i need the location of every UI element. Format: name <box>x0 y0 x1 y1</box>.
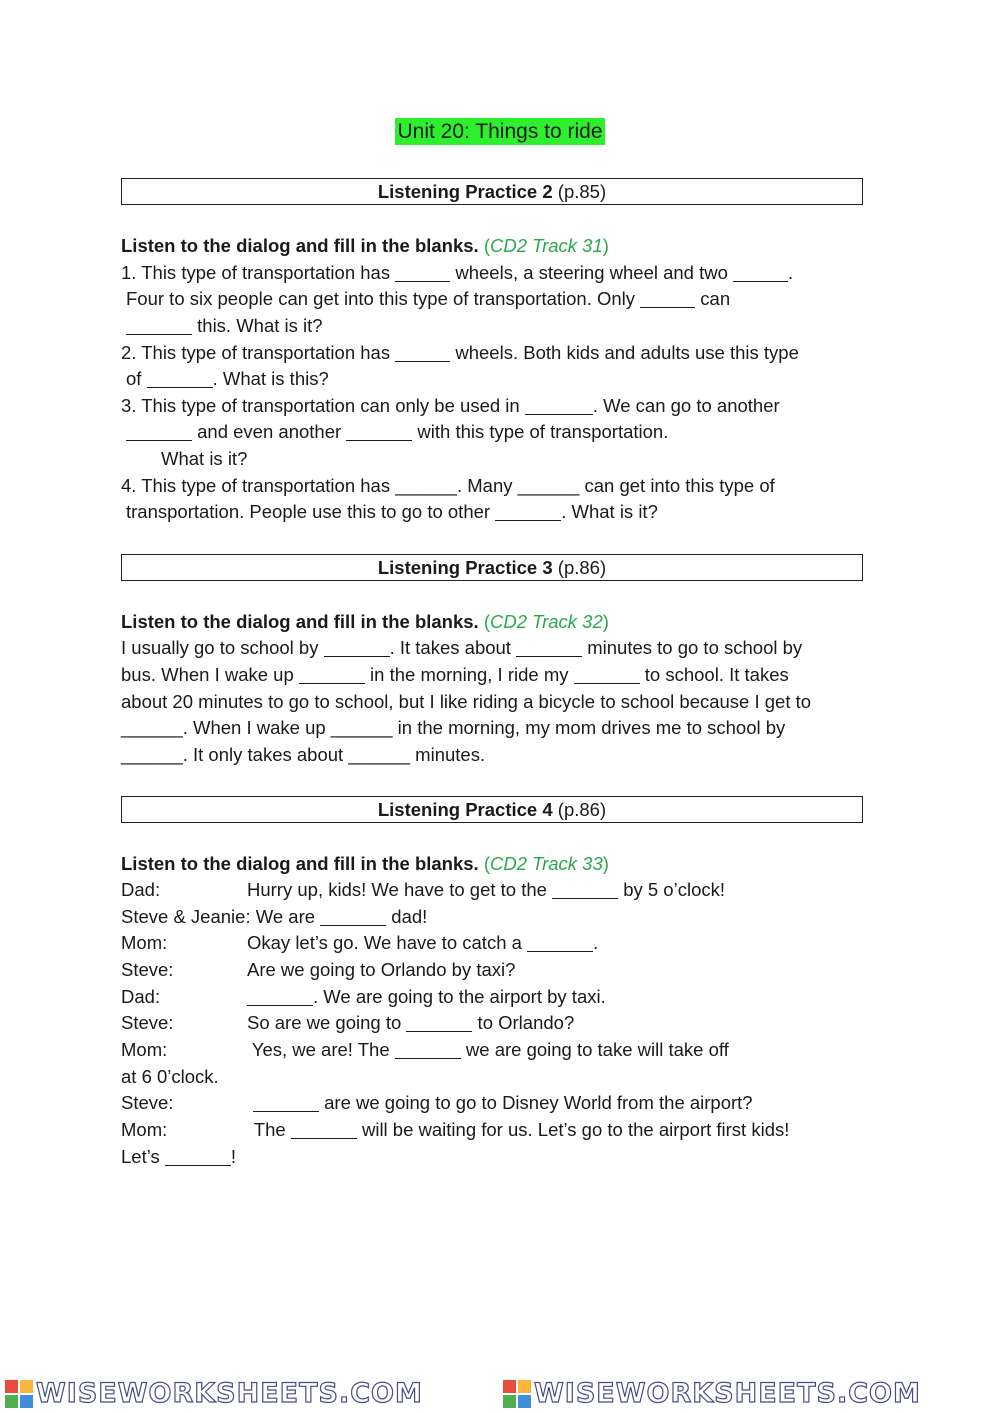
speaker: Dad: <box>121 879 161 900</box>
dialog-row: Mom: Yes, we are! The we are going to take will take off <box>121 1039 729 1060</box>
wiseworksheets-logo[interactable]: WISEWORKSHEETS.COM <box>502 1378 921 1409</box>
blank[interactable] <box>527 933 593 953</box>
dialog-row: Steve: are we going to go to Disney World from the airport? <box>121 1092 753 1113</box>
blank[interactable] <box>346 422 412 442</box>
passage-line-3: about 20 minutes to go to school, but I like riding a bicycle to school because I get to <box>121 691 812 712</box>
speaker: Steve & Jeanie: <box>121 906 251 927</box>
speaker: Steve: <box>121 1092 174 1113</box>
blank[interactable] <box>126 316 192 336</box>
blank[interactable] <box>395 343 450 363</box>
blank[interactable] <box>574 665 640 685</box>
dialog-row: Steve: So are we going to to Orlando? <box>121 1012 575 1033</box>
blank[interactable] <box>324 638 390 658</box>
page-title: Unit 20: Things to ride <box>397 120 603 143</box>
passage-line-5: ______. It only takes about ______ minutes. <box>121 744 486 765</box>
instruction-practice-2: Listen to the dialog and fill in the blanks. (CD2 Track 31) <box>121 235 609 256</box>
blank[interactable] <box>525 396 593 416</box>
section-header-practice-3: Listening Practice 3 (p.86) <box>121 554 863 581</box>
question-2-line-1: 2. This type of transportation has wheels. Both kids and adults use this type <box>121 342 799 363</box>
dialog-row: Steve & Jeanie: We are dad! <box>121 906 428 927</box>
passage-line-2: bus. When I wake up in the morning, I ride my to school. It takes <box>121 664 789 685</box>
wiseworksheets-logo[interactable]: WISEWORKSHEETS.COM <box>4 1378 423 1409</box>
speaker: Steve: <box>121 959 174 980</box>
question-3-line-2: and even another with this type of transportation. <box>126 421 668 443</box>
blank[interactable] <box>552 880 618 900</box>
speaker: Mom: <box>121 1039 168 1060</box>
question-4-line-1: 4. This type of transportation has ______. Many ______ can get into this type of <box>121 475 775 496</box>
logo-icon <box>4 1379 34 1409</box>
dialog-row: Mom: Okay let’s go. We have to catch a . <box>121 932 599 953</box>
blank[interactable] <box>126 422 192 442</box>
dialog-row: at 6 0’clock. <box>121 1066 219 1087</box>
speaker: Mom: <box>121 1119 168 1140</box>
speaker: Steve: <box>121 1012 174 1033</box>
dialog-row: Mom: The will be waiting for us. Let’s go to the airport first kids! <box>121 1119 790 1140</box>
blank[interactable] <box>320 907 386 927</box>
blank[interactable] <box>495 502 561 522</box>
question-1-line-3: this. What is it? <box>126 315 323 337</box>
blank[interactable] <box>733 263 788 283</box>
speaker: Dad: <box>121 986 161 1007</box>
instruction-practice-3: Listen to the dialog and fill in the blanks. (CD2 Track 32) <box>121 611 609 632</box>
blank[interactable] <box>147 369 213 389</box>
blank[interactable] <box>406 1013 472 1033</box>
question-3-line-3: What is it? <box>161 448 248 469</box>
blank[interactable] <box>165 1147 231 1167</box>
blank[interactable] <box>395 1040 461 1060</box>
question-2-line-2: of . What is this? <box>126 368 329 389</box>
section-header-practice-2: Listening Practice 2 (p.85) <box>121 178 863 205</box>
blank[interactable] <box>247 987 313 1007</box>
speaker: Mom: <box>121 932 168 953</box>
blank[interactable] <box>395 263 450 283</box>
blank[interactable] <box>291 1120 357 1140</box>
blank[interactable] <box>640 289 695 309</box>
question-3-line-1: 3. This type of transportation can only be used in . We can go to another <box>121 395 780 416</box>
blank[interactable] <box>516 638 582 658</box>
section-header-practice-4: Listening Practice 4 (p.86) <box>121 796 863 823</box>
blank[interactable] <box>253 1093 319 1113</box>
footer-watermark <box>0 1378 1000 1413</box>
instruction-practice-4: Listen to the dialog and fill in the blanks. (CD2 Track 33) <box>121 853 609 874</box>
dialog-row: Let’s ! <box>121 1146 237 1167</box>
question-1-line-1: 1. This type of transportation has wheels, a steering wheel and two . <box>121 262 794 283</box>
blank[interactable] <box>299 665 365 685</box>
dialog-row: Dad: Hurry up, kids! We have to get to the by 5 o’clock! <box>121 879 725 900</box>
question-1-line-2: Four to six people can get into this type of transportation. Only can <box>126 288 731 309</box>
passage-line-4: ______. When I wake up ______ in the morning, my mom drives me to school by <box>121 717 786 738</box>
dialog-row: Steve: Are we going to Orlando by taxi? <box>121 959 516 980</box>
question-4-line-2: transportation. People use this to go to other . What is it? <box>126 501 658 522</box>
dialog-row: Dad: . We are going to the airport by taxi. <box>121 986 606 1007</box>
passage-line-1: I usually go to school by . It takes about minutes to go to school by <box>121 637 803 658</box>
logo-icon <box>502 1379 532 1409</box>
